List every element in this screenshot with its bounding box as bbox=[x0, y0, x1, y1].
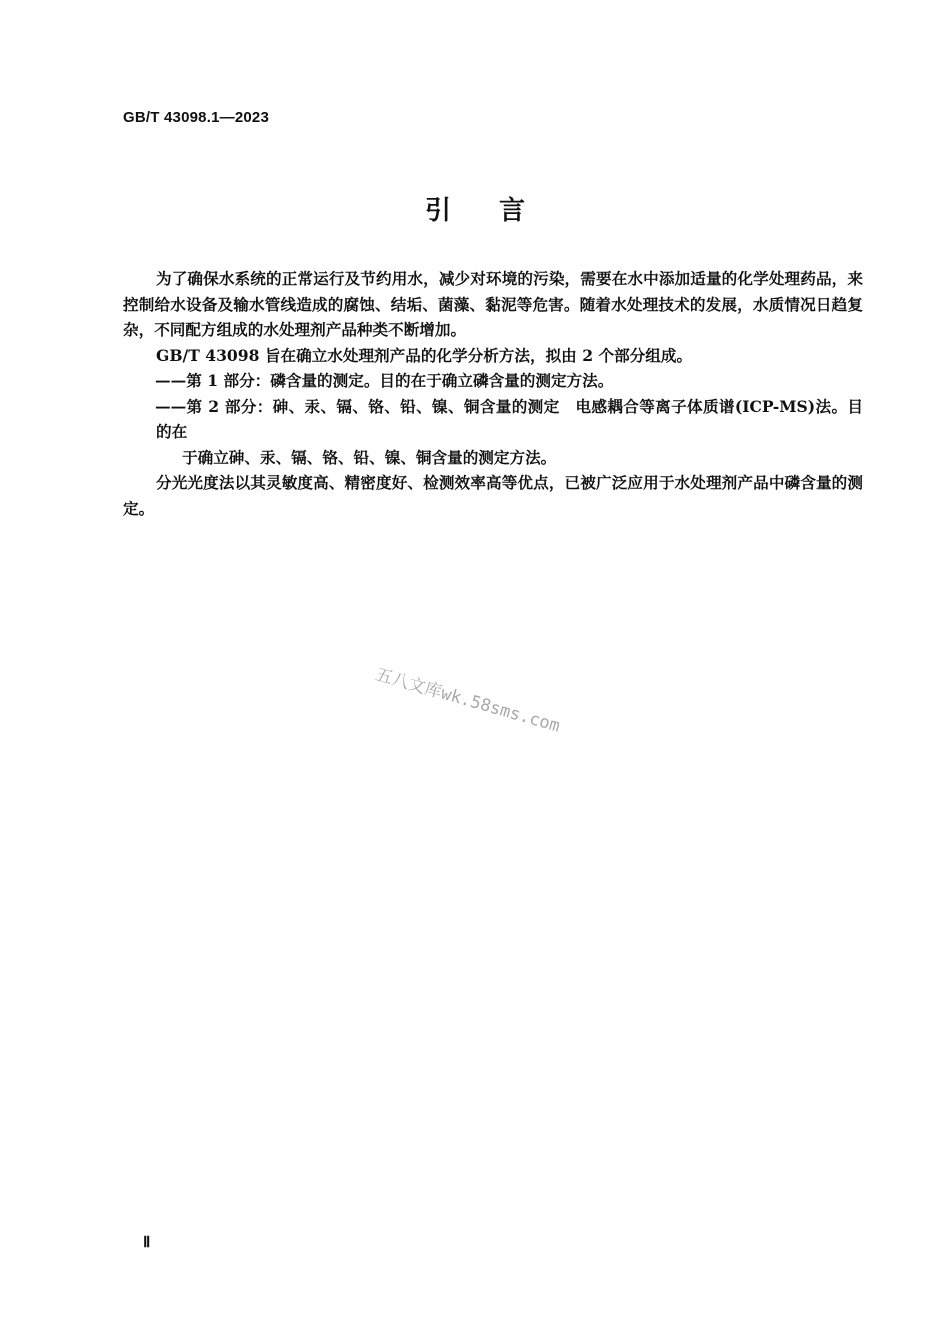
list-item-part-2 bbox=[123, 394, 863, 471]
page-number: Ⅱ bbox=[143, 1235, 151, 1251]
paragraph-method: 分光光度法以其灵敏度高、精密度好、检测效率高等优点，已被广泛应用于水处理剂产品中磷含量的测定。 bbox=[123, 473, 863, 518]
watermark: 五八文库wk.58sms.com bbox=[373, 664, 563, 737]
paragraph-purpose: 为了确保水系统的正常运行及节约用水，减少对环境的污染，需要在水中添加适量的化学处理药品，来控制给水设备及输水管线造成的腐蚀、结垢、菌藻、黏泥等危害。随着水处理技术的发展，水质情况日趋复杂，不同配方组成的水处理剂产品种类不断增加。 bbox=[123, 269, 863, 339]
introduction-body bbox=[123, 266, 863, 521]
list-item-part-2-line1: ——第 2 部分：砷、汞、镉、铬、铅、镍、铜含量的测定 电感耦合等离子体质谱(ICP-MS)法。目的在 bbox=[155, 396, 863, 441]
paragraph-structure: GB/T 43098 旨在确立水处理剂产品的化学分析方法，拟由 2 个部分组成。 bbox=[156, 345, 693, 365]
list-item-part-2-line2: 于确立砷、汞、镉、铬、铅、镍、铜含量的测定方法。 bbox=[182, 447, 557, 467]
document-number: GB/T 43098.1—2023 bbox=[123, 109, 269, 126]
page-title: 引言 bbox=[424, 196, 573, 226]
list-item-part-1: ——第 1 部分：磷含量的测定。目的在于确立磷含量的测定方法。 bbox=[155, 371, 614, 390]
